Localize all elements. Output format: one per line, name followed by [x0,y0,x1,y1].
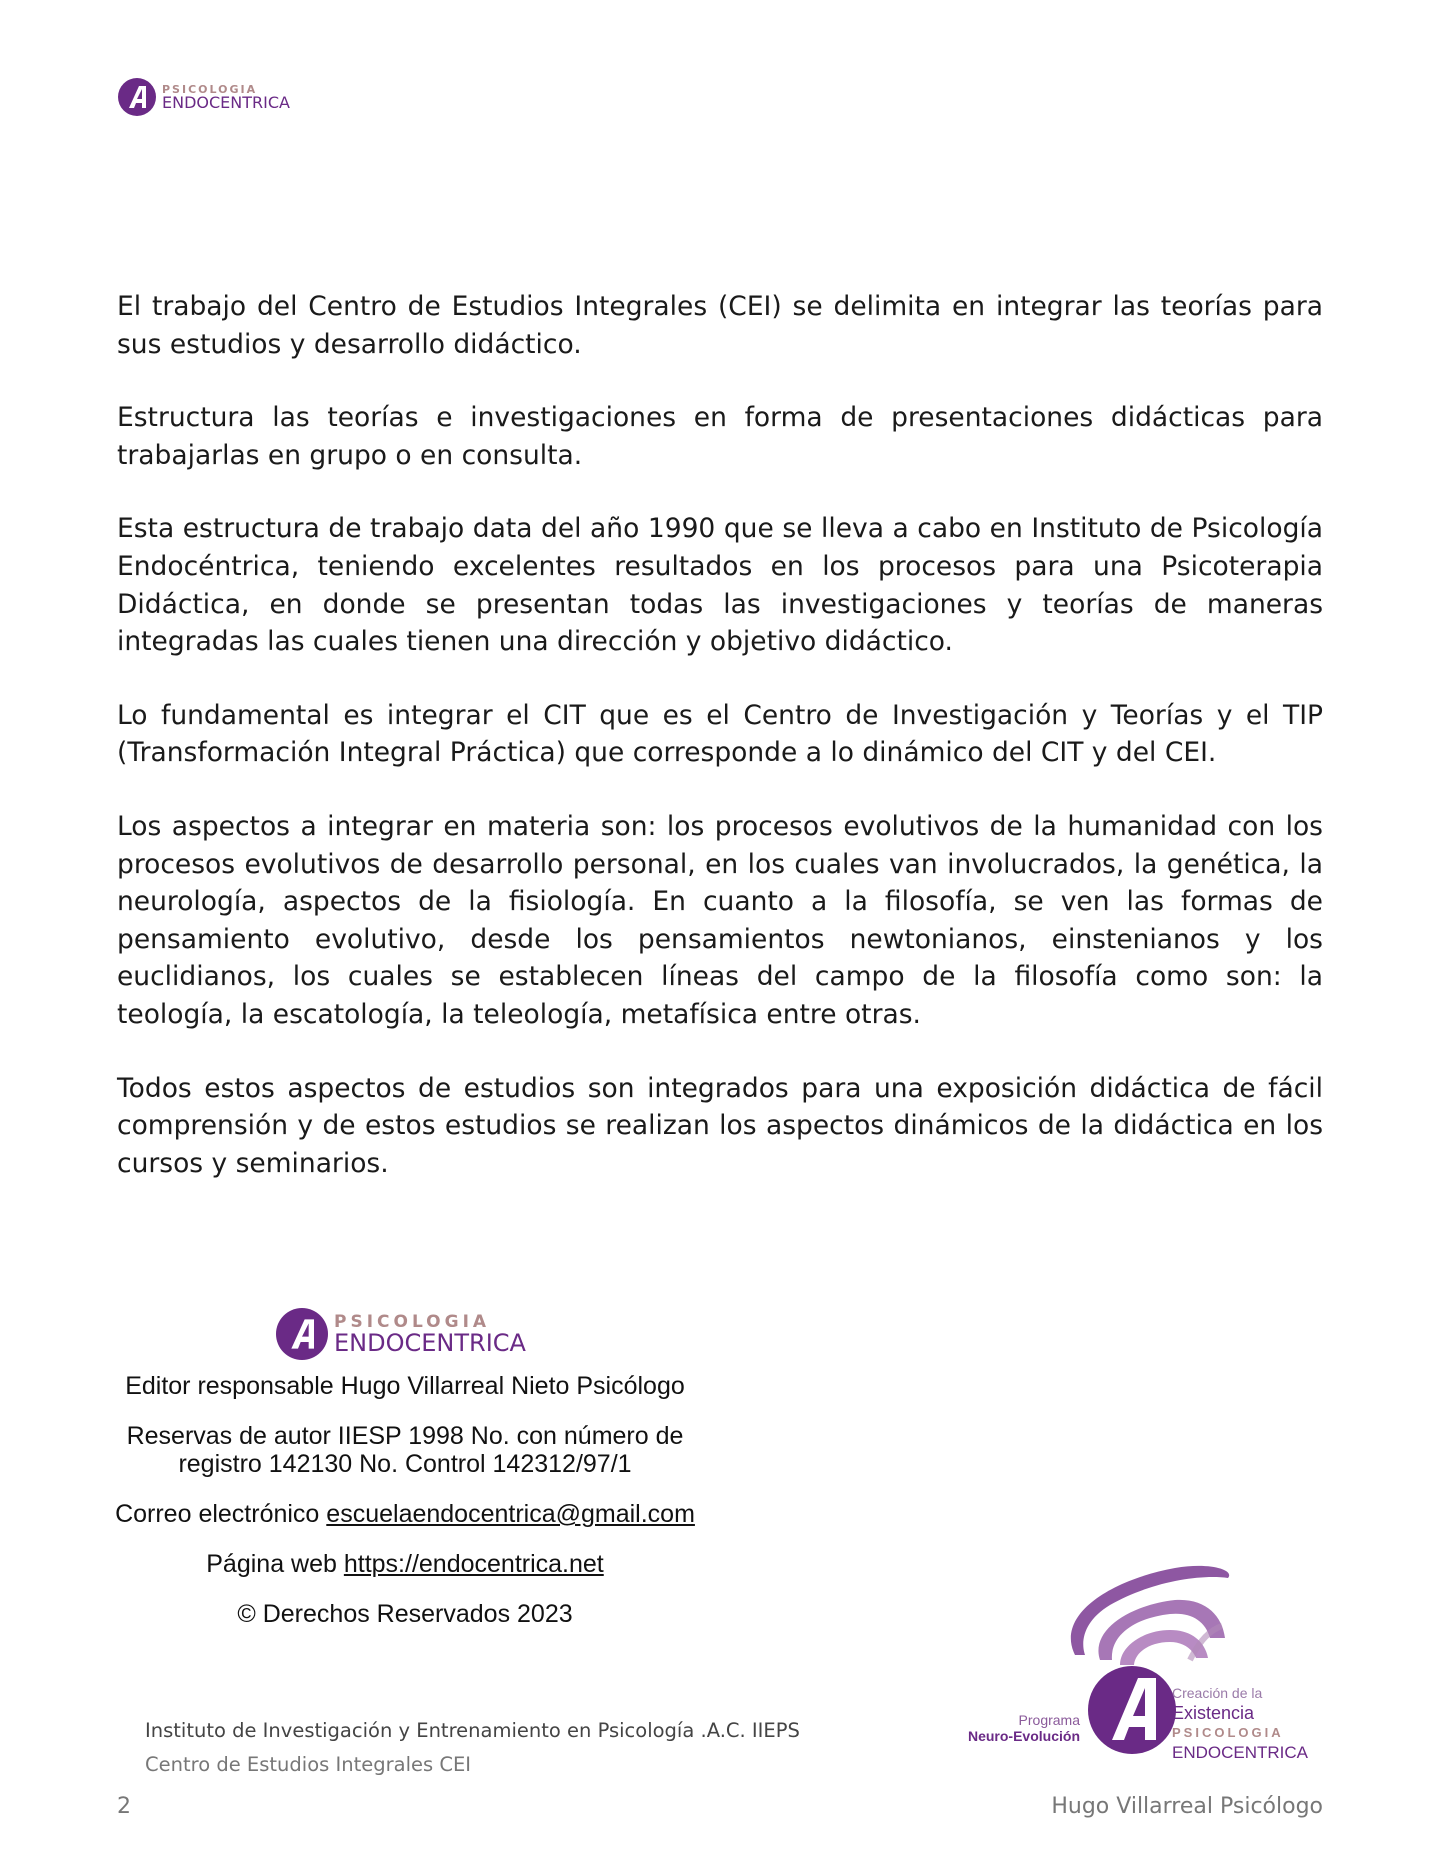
reservas-line1: Reservas de autor IIESP 1998 No. con número de [126,1422,684,1450]
editor-text: Editor responsable Hugo Villarreal Nieto Psicólogo [125,1372,685,1400]
institute-line2: Centro de Estudios Integrales CEI [145,1753,472,1776]
program-badge [960,1560,1320,1760]
creacion-text: Creación de la [1172,1685,1263,1701]
endocentrica-logo-icon [276,1308,328,1360]
neuro-evolucion-text: Neuro-Evolución [967,1728,1080,1744]
logo-line2: ENDOCENTRICA [162,92,290,112]
paragraph-4: Lo fundamental es integrar el CIT que es el Centro de Investigación y Teorías y el TIP (Transformación Integral Práctica) que corresponde a lo dinámico del CIT y del CEI. [117,699,1323,769]
email-label: Correo electrónico [115,1500,327,1528]
programa-text: Programa [1018,1712,1080,1728]
creacion-label [1172,1683,1308,1763]
program-label [960,1712,1080,1744]
web-link[interactable]: https://endocentrica.net [343,1550,604,1578]
page-number: 2 [117,1794,131,1819]
rights-text: © Derechos Reservados 2023 [237,1600,573,1628]
document-body [117,288,1323,1218]
paragraph-1: El trabajo del Centro de Estudios Integrales (CEI) se delimita en integrar las teorías para sus estudios y desarrollo didáctico. [117,291,1323,360]
page-author: Hugo Villarreal Psicólogo [1051,1794,1323,1819]
web-label: Página web [206,1550,344,1578]
email-row [90,1500,720,1528]
institute-footer [145,1714,800,1782]
reservas-line2: registro 142130 No. Control 142312/97/1 [178,1450,632,1478]
paragraph-3: Esta estructura de trabajo data del año 1990 que se lleva a cabo en Instituto de Psicología Endocéntrica, teniendo excelentes resultados en los procesos para una Psicoterapia Didáctica, en donde se presentan todas las investigaciones y teorías de maneras integradas las cuales tienen una dirección y objetivo didáctico. [117,513,1323,658]
web-row [90,1550,720,1578]
badge-endocentrica-text: ENDOCENTRICA [1172,1743,1309,1762]
paragraph-5: Los aspectos a integrar en materia son: los procesos evolutivos de la humanidad con los procesos evolutivos de desarrollo personal, en los cuales van involucrados, la genética, la neurología, aspectos de la fisiología. En cuanto a la filosofía, se ven las formas de pensamiento evolutivo, desde los pensamientos newtonianos, einstenianos y los euclidianos, los cuales se establecen líneas del campo de la filosofía como son: la teología, la escatología, la teleología, metafísica entre otras. [117,810,1323,1030]
paragraph-6: Todos estos aspectos de estudios son integrados para una exposición didáctica de fácil comprensión y de estos estudios se realizan los aspectos dinámicos de la didáctica en los cursos y seminarios. [117,1072,1323,1179]
footer-logo-line2: ENDOCENTRICA [334,1328,526,1357]
paragraph-2: Estructura las teorías e investigaciones en forma de presentaciones didácticas para trabajarlas en grupo o en consulta. [117,402,1323,471]
logo-line1: PSICOLOGIA [162,82,258,96]
email-link[interactable]: escuelaendocentrica@gmail.com [326,1500,695,1528]
header-logo [118,78,290,116]
footer-logo [276,1308,526,1360]
badge-psicologia-text: PSICOLOGIA [1172,1725,1284,1740]
endocentrica-logo-icon [118,78,156,116]
footer-logo-line1: PSICOLOGIA [334,1311,491,1332]
credits-block [90,1372,720,1628]
existencia-text: Existencia [1172,1703,1255,1723]
institute-line1: Instituto de Investigación y Entrenamiento en Psicología .A.C. IIEPS [145,1719,800,1742]
